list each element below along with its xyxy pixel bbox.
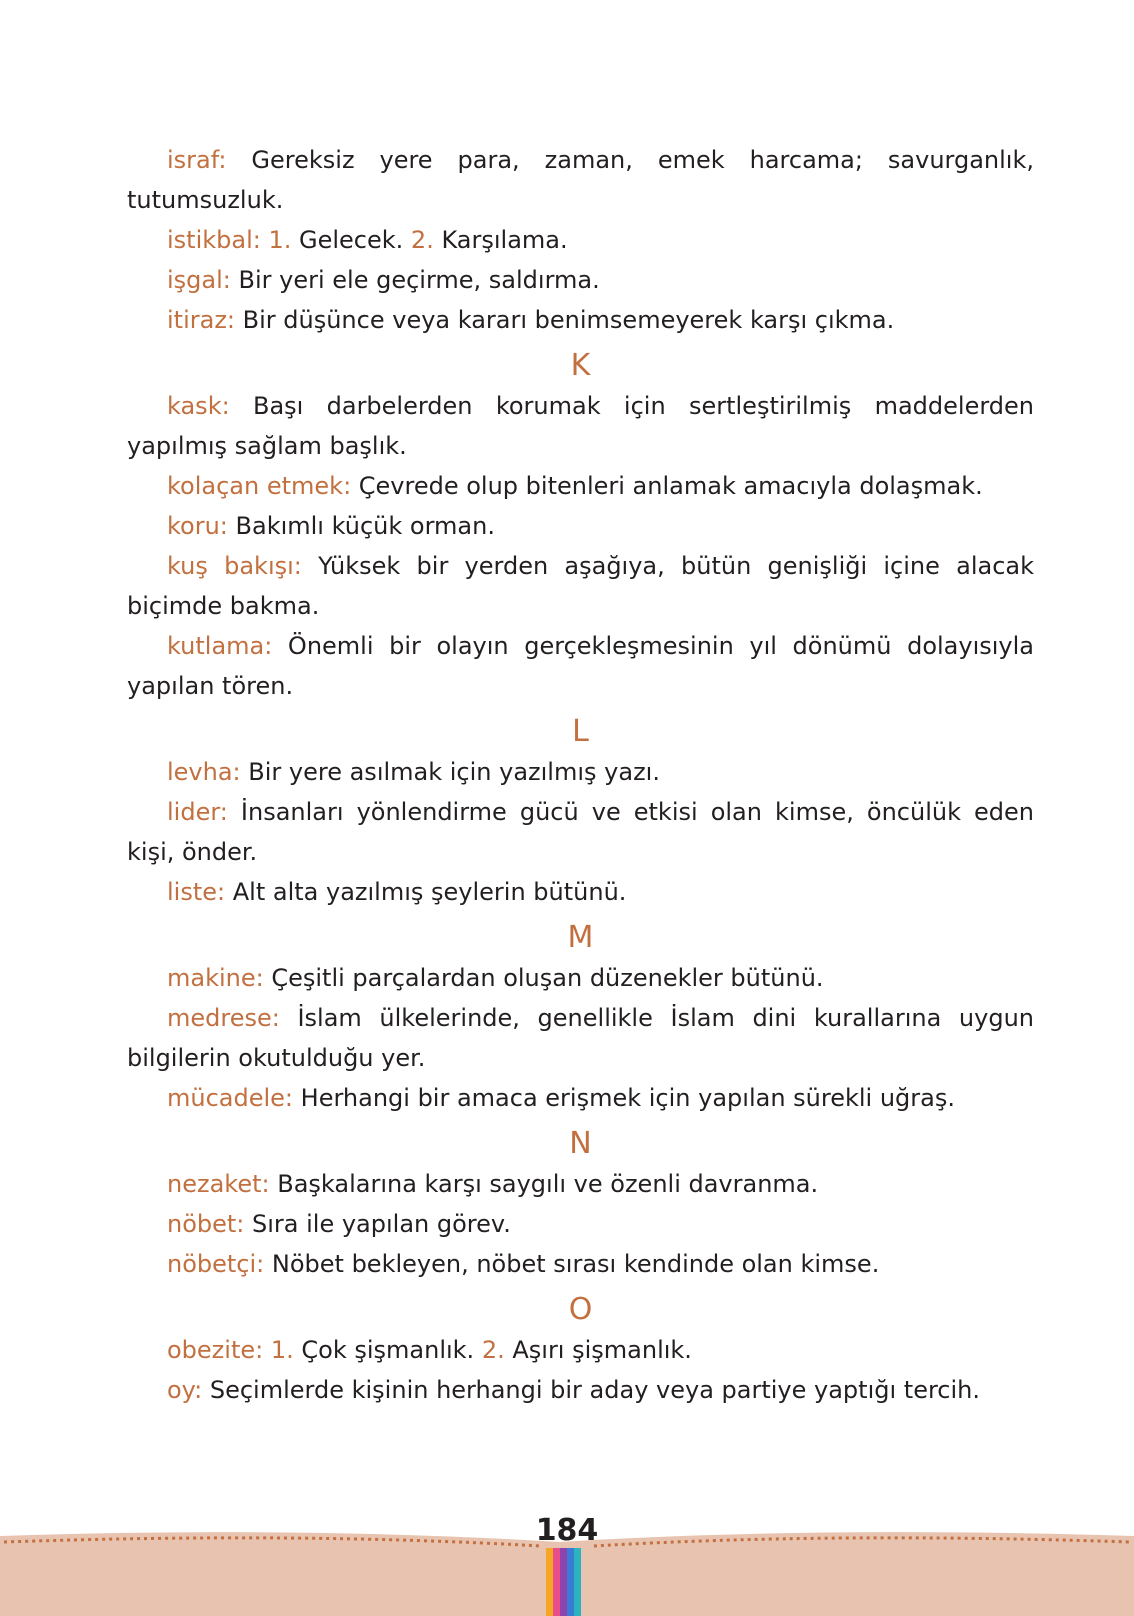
entry-term: kuş bakışı: [167,552,302,580]
entry-term: israf: [167,146,227,174]
entry-term: levha: [167,758,241,786]
entry-definition: Başı darbelerden korumak için sertleştirilmiş maddelerden yapılmış sağlam başlık. [127,392,1034,460]
glossary-entry [127,260,1034,300]
entry-definition: Nöbet bekleyen, nöbet sırası kendinde olan kimse. [264,1250,880,1278]
entry-definition: Gereksiz yere para, zaman, emek harcama; savurganlık, tutumsuzluk. [127,146,1034,214]
glossary-entry [127,466,1034,506]
entry-definition: Yüksek bir yerden aşağıya, bütün genişliği içine alacak biçimde bakma. [127,552,1034,620]
entry-definition: Başkalarına karşı saygılı ve özenli davranma. [269,1170,819,1198]
entry-term: kolaçan etmek: [167,472,352,500]
entry-term: oy: [167,1376,203,1404]
section-letter-n: N [569,1126,592,1161]
glossary-entry [127,300,1034,340]
entry-term: kutlama: [167,632,273,660]
section-letter-m: M [567,920,594,955]
entry-definition: Bakımlı küçük orman. [227,512,495,540]
glossary-entry [127,958,1034,998]
entry-definition: İnsanları yönlendirme gücü ve etkisi olan kimse, öncülük eden kişi, önder. [127,798,1034,866]
entry-definition: Aşırı şişmanlık. [504,1336,692,1364]
entry-definition: Seçimlerde kişinin herhangi bir aday veya partiye yaptığı tercih. [202,1376,980,1404]
entry-definition: İslam ülkelerinde, genellikle İslam dini kurallarına uygun bilgilerin okutulduğu yer. [127,1004,1034,1072]
glossary-entry [127,506,1034,546]
entry-term: liste: [167,878,226,906]
entry-definition: Sıra ile yapılan görev. [244,1210,511,1238]
entry-definition: Çok şişmanlık. [293,1336,475,1364]
entry-term: medrese: [167,1004,280,1032]
glossary-entry [127,220,1034,260]
glossary-entry [127,1204,1034,1244]
entry-term: nezaket: [167,1170,270,1198]
glossary-entry [127,792,1034,872]
glossary-entry [127,1244,1034,1284]
sense-number: 1. [263,1336,294,1364]
glossary-content [127,140,1034,1410]
sense-number: 2. [403,226,434,254]
glossary-entry [127,872,1034,912]
entry-definition: Alt alta yazılmış şeylerin bütünü. [225,878,627,906]
entry-definition: Bir yeri ele geçirme, saldırma. [230,266,600,294]
sense-number: 1. [260,226,292,254]
glossary-entry [127,1370,1034,1410]
entry-definition: Çeşitli parçalardan oluşan düzenekler bütünü. [263,964,824,992]
glossary-entry [127,1330,1034,1370]
section-letter-l: L [572,714,589,749]
glossary-entry [127,546,1034,626]
bookmark-ribbon-purple [560,1548,567,1616]
glossary-entry [127,998,1034,1078]
section-letter-o: O [568,1292,593,1327]
entry-term: obezite: [167,1336,264,1364]
glossary-entry [127,140,1034,220]
section-letter-k: K [570,348,591,383]
entry-definition: Çevrede olup bitenleri anlamak amacıyla dolaşmak. [351,472,983,500]
bookmark-ribbon-pink [553,1548,560,1616]
entry-term: itiraz: [167,306,236,334]
entry-term: kask: [167,392,230,420]
entry-definition: Bir düşünce veya kararı benimsemeyerek karşı çıkma. [235,306,895,334]
entry-definition: Önemli bir olayın gerçekleşmesinin yıl dönümü dolayısıyla yapılan tören. [127,632,1034,700]
entry-term: işgal: [167,266,231,294]
glossary-entry [127,752,1034,792]
glossary-entry [127,1164,1034,1204]
entry-term: mücadele: [167,1084,294,1112]
bookmark-ribbon-blue [567,1548,574,1616]
entry-term: lider: [167,798,228,826]
entry-term: koru: [167,512,228,540]
glossary-entry [127,386,1034,466]
entry-term: nöbetçi: [167,1250,265,1278]
entry-definition: Karşılama. [433,226,568,254]
sense-number: 2. [474,1336,505,1364]
entry-definition: Gelecek. [291,226,404,254]
page-number: 184 [535,1513,599,1548]
entry-term: nöbet: [167,1210,245,1238]
entry-term: makine: [167,964,264,992]
entry-term: istikbal: [167,226,261,254]
entry-definition: Herhangi bir amaca erişmek için yapılan sürekli uğraş. [293,1084,955,1112]
glossary-entry [127,626,1034,706]
bookmark-ribbon-teal [574,1548,581,1616]
glossary-entry [127,1078,1034,1118]
bookmark-ribbon-orange [546,1548,553,1616]
entry-definition: Bir yere asılmak için yazılmış yazı. [240,758,660,786]
